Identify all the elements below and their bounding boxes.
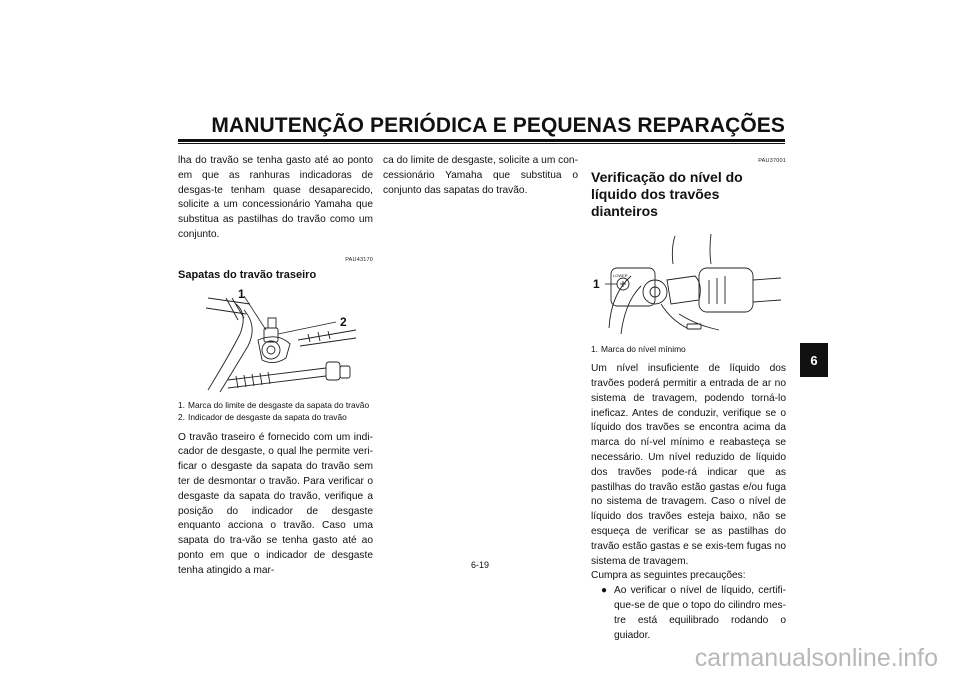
- intro-paragraph: lha do travão se tenha gasto até ao ponto em que as ranhuras indicadoras de desgas-te tenham quase desaparecido, solicite a um concessionário Yamaha que substitua as pastilhas do travão como um conjunto.: [178, 155, 373, 240]
- caption-item: [591, 344, 786, 355]
- caption-number: 1.: [178, 399, 185, 410]
- chapter-tab[interactable]: 6: [800, 343, 828, 377]
- figure-captions: [591, 344, 786, 355]
- column-2: [383, 154, 578, 198]
- body-paragraph: Um nível insuficiente de líquido dos travões poderá permitir a entrada de ar no sistema de travagem, podendo torná-lo ineficaz. Antes de conduzir, verifique se o líquido dos travões se encontra acima da marca do ní-vel mínimo e reabasteça se necessário. Um nível reduzido de líquido dos travões pode-rá indicar que as pastilhas do travão estão gastas e/ou fuga no sistema de travagem. Caso o nível de líquido dos travões esteja baixo, não se esqueça de verificar se as pastilhas do travão estão gastas e se exis-tem fugas no sistema de travagem.: [591, 363, 786, 567]
- section-code: PAU37001: [758, 158, 786, 164]
- column-3: [591, 154, 786, 643]
- caption-text: Marca do limite de desgaste da sapata do travão: [188, 399, 370, 410]
- caption-item: [178, 412, 373, 423]
- caption-text: Marca do nível mínimo: [601, 343, 686, 354]
- precautions-intro: Cumpra as seguintes precauções:: [591, 570, 746, 582]
- caption-number: 2.: [178, 412, 185, 423]
- rear-brake-illustration: [178, 284, 373, 396]
- brake-reservoir-illustration: [591, 224, 786, 342]
- body-paragraph: ca do limite de desgaste, solicite a um con-cessionário Yamaha que substitua o conjunto das sapatas do travão.: [383, 155, 578, 196]
- callout-1: 1: [593, 276, 600, 291]
- section-heading: Sapatas do travão traseiro: [178, 268, 317, 281]
- callout-1: 1: [238, 286, 245, 301]
- figure-captions: [178, 400, 373, 423]
- bullet-item: [601, 584, 786, 643]
- title-rule: [178, 139, 785, 142]
- lower-mark-label: LOWER: [613, 272, 628, 278]
- bullet-text: Ao verificar o nível de líquido, certifi-que-se de que o topo do cilindro mes-tre está equilibrado rodando o guiador.: [614, 585, 786, 641]
- section-heading: Verificação do nível do líquido dos travões dianteiros: [591, 168, 743, 219]
- page-title: MANUTENÇÃO PERIÓDICA E PEQUENAS REPARAÇÕES: [211, 114, 785, 137]
- callout-2: 2: [340, 314, 347, 329]
- caption-item: [178, 400, 373, 411]
- body-paragraph: O travão traseiro é fornecido com um indi-cador de desgaste, o qual lhe permite veri-ficar o desgaste da sapata do travão sem ter de desmontar o travão. Para verificar o desgaste da sapata do travão, verifique a posição do indicador de desgaste enquanto acciona o travão. Caso uma sapata do tra-vão se tenha gasto até ao ponto em que o indicador de desgaste tenha atingido a mar-: [178, 431, 373, 576]
- section-code: PAU43170: [345, 256, 373, 263]
- brake-fluid-figure: [591, 224, 786, 342]
- watermark: carmanualsonline.info: [694, 644, 938, 672]
- rear-brake-figure: [178, 284, 373, 396]
- column-1: [178, 154, 373, 579]
- caption-number: 1.: [591, 343, 598, 354]
- caption-text: Indicador de desgaste da sapata do travão: [188, 412, 347, 423]
- title-rule-thin: [178, 143, 785, 144]
- bullet-icon: ●: [601, 585, 608, 597]
- page-number: 6-19: [470, 560, 489, 570]
